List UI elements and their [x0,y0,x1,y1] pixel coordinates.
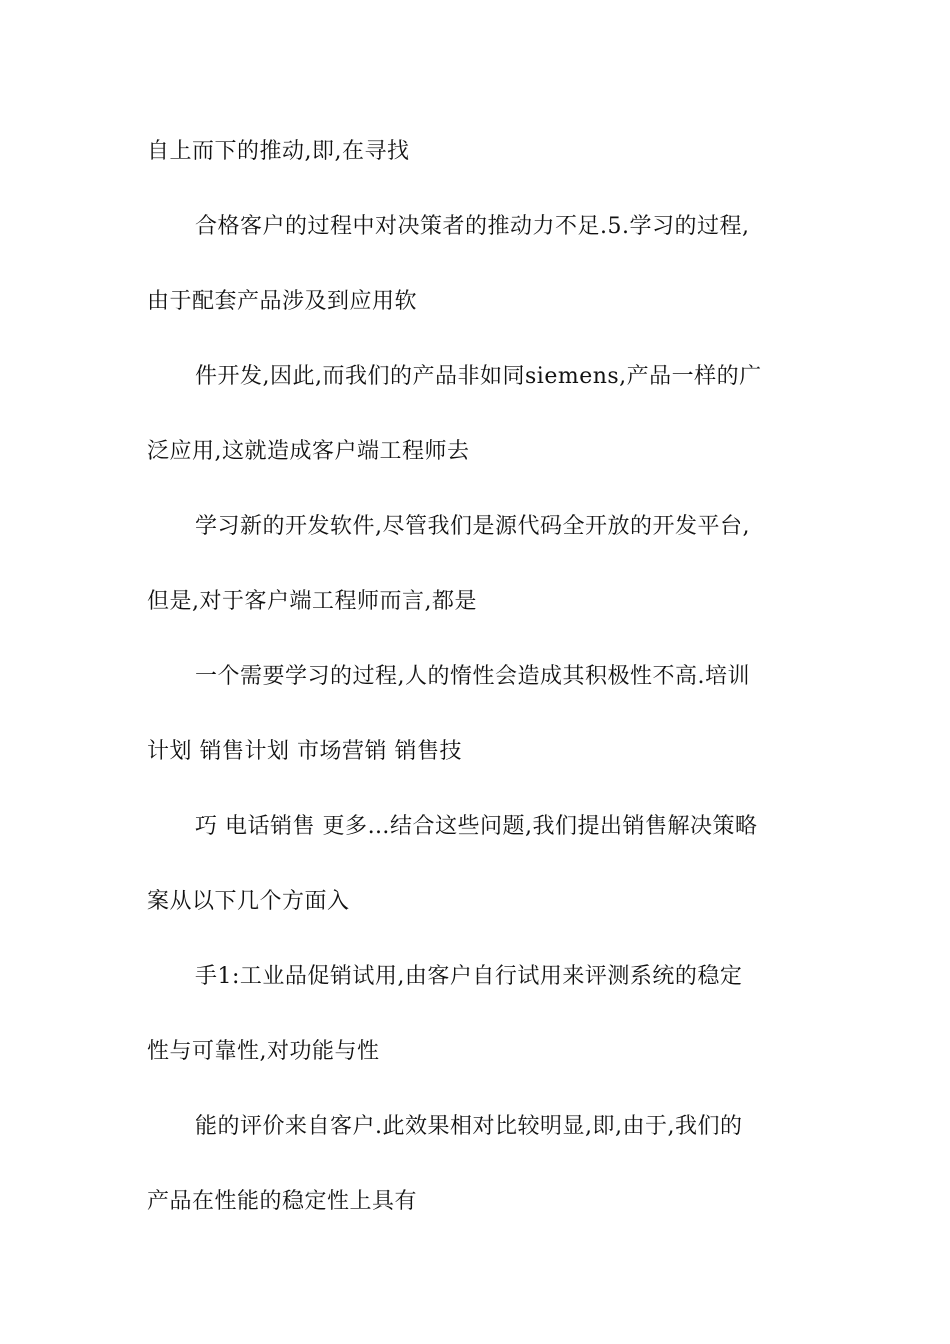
text-line: 一个需要学习的过程,人的惰性会造成其积极性不高.培训 [195,664,750,689]
text-line: 案从以下几个方面入 [147,889,350,914]
text-line: 但是,对于客户端工程师而言,都是 [147,589,477,614]
text-line: 手1:工业品促销试用,由客户自行试用来评测系统的稳定 [195,964,743,989]
text-line: 泛应用,这就造成客户端工程师去 [147,439,470,464]
text-line: 件开发,因此,而我们的产品非如同siemens,产品一样的广 [195,364,762,389]
text-line: 计划 销售计划 市场营销 销售技 [147,739,462,764]
text-line: 学习新的开发软件,尽管我们是源代码全开放的开发平台, [195,514,750,539]
text-line: 由于配套产品涉及到应用软 [147,289,418,314]
text-line: 性与可靠性,对功能与性 [147,1039,380,1064]
text-line: 产品在性能的稳定性上具有 [147,1189,418,1214]
text-line: 巧 电话销售 更多…结合这些问题,我们提出销售解决策略 [195,814,758,839]
text-line: 自上而下的推动,即,在寻找 [147,139,410,164]
text-line: 合格客户的过程中对决策者的推动力不足.5.学习的过程, [195,214,750,239]
text-line: 能的评价来自客户.此效果相对比较明显,即,由于,我们的 [195,1114,743,1139]
